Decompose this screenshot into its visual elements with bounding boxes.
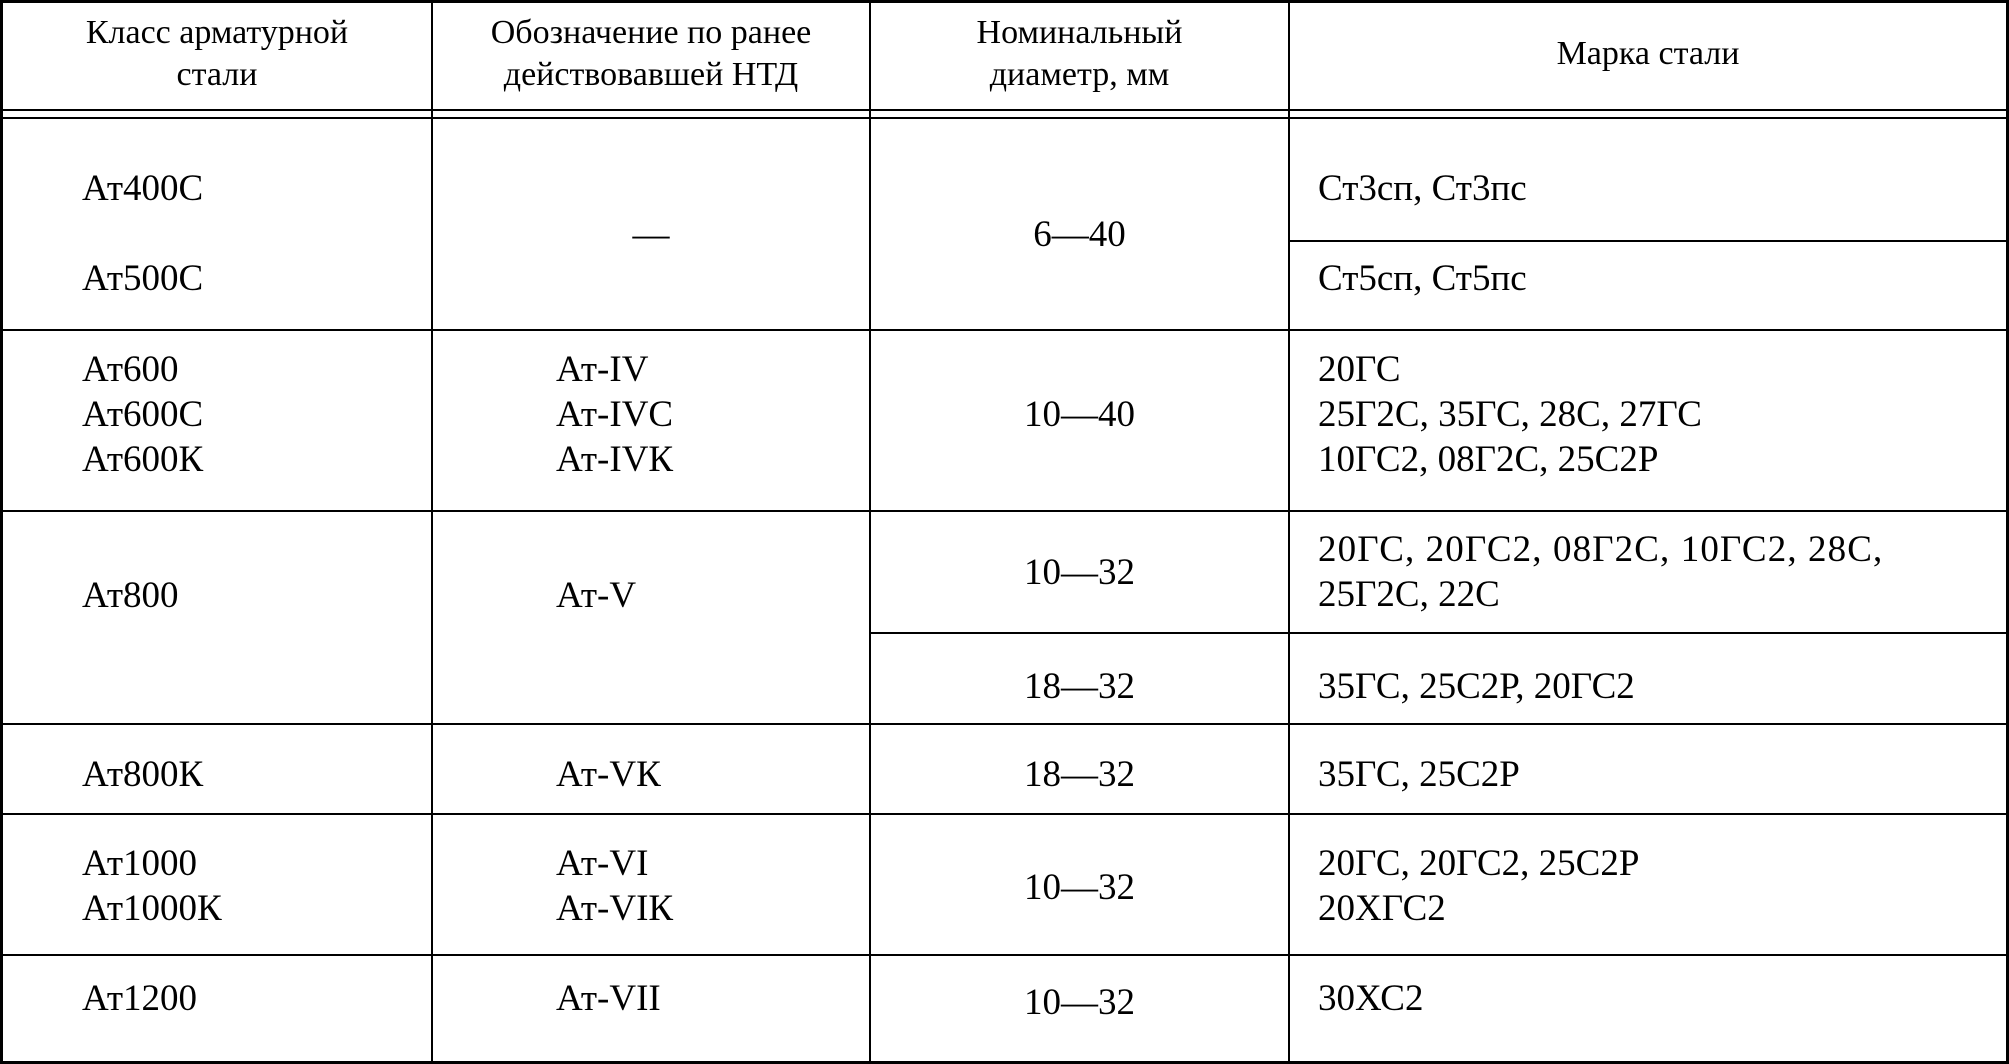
steel-class-line: Ат1000	[82, 843, 198, 884]
header-line: действовавшей НТД	[503, 56, 799, 93]
nominal-diameter: 10—32	[1024, 982, 1135, 1023]
nominal-diameter: 6—40	[1033, 214, 1126, 255]
steel-grade-line: 20ГС, 20ГС2, 08Г2С, 10ГС2, 28С,	[1318, 529, 1884, 570]
header-line: Марка стали	[1556, 35, 1740, 72]
steel-grade: 30ХС2	[1318, 978, 1424, 1019]
old-designation	[556, 347, 673, 482]
subrow-divider	[1288, 240, 2009, 242]
header-divider	[0, 109, 2009, 111]
old-designation: Ат-VК	[556, 754, 661, 795]
header-line: Номинальный	[976, 14, 1183, 51]
old-designation-line: Ат-IVК	[556, 439, 674, 480]
nominal-diameter: 18—32	[1024, 666, 1135, 707]
steel-class: Ат800	[82, 575, 179, 616]
old-designation-line: Ат-VI	[556, 843, 649, 884]
column-divider	[1288, 0, 1290, 1064]
steel-class	[82, 841, 222, 931]
old-designation: —	[632, 214, 670, 255]
header-line: Класс арматурной	[85, 14, 349, 51]
steel-grade-line: 25Г2С, 35ГС, 28С, 27ГС	[1318, 394, 1702, 435]
row-divider	[0, 329, 2009, 331]
steel-class-line: Ат600	[82, 349, 179, 390]
nominal-diameter: 10—32	[1024, 552, 1135, 593]
nominal-diameter: 18—32	[1024, 754, 1135, 795]
steel-grade	[1318, 347, 1702, 482]
subrow-divider	[869, 632, 2009, 634]
old-designation	[556, 841, 673, 931]
header-nominal-diameter	[871, 12, 1288, 96]
header-divider	[0, 117, 2009, 119]
row-divider	[0, 510, 2009, 512]
row-divider	[0, 954, 2009, 956]
nominal-diameter: 10—32	[1024, 867, 1135, 908]
old-designation-line: Ат-VIК	[556, 888, 674, 929]
steel-grade	[1318, 841, 1639, 931]
row-divider	[0, 723, 2009, 725]
steel-grade-line: 20ГС	[1318, 349, 1401, 390]
steel-grade-line: 20ГС, 20ГС2, 25С2Р	[1318, 843, 1640, 884]
steel-class-line: Ат1000К	[82, 888, 222, 929]
steel-class-line: Ат600С	[82, 394, 204, 435]
steel-class: Ат500С	[82, 258, 204, 299]
steel-class-line: Ат600К	[82, 439, 204, 480]
steel-class	[82, 347, 203, 482]
old-designation: Ат-VII	[556, 978, 661, 1019]
steel-class: Ат1200	[82, 978, 198, 1019]
steel-grade	[1318, 527, 1883, 617]
old-designation-line: Ат-IVС	[556, 394, 674, 435]
header-steel-class	[3, 12, 431, 96]
old-designation-line: Ат-IV	[556, 349, 649, 390]
steel-grade-line: 20ХГС2	[1318, 888, 1446, 929]
steel-class: Ат400С	[82, 168, 204, 209]
steel-grade-line: 10ГС2, 08Г2С, 25С2Р	[1318, 439, 1659, 480]
steel-grade: 35ГС, 25С2Р, 20ГС2	[1318, 666, 1635, 707]
row-divider	[0, 813, 2009, 815]
header-steel-grade	[1290, 33, 2006, 75]
header-line: диаметр, мм	[989, 56, 1170, 93]
steel-class: Ат800К	[82, 754, 204, 795]
old-designation: Ат-V	[556, 575, 637, 616]
steel-grade: Ст3сп, Ст3пс	[1318, 168, 1527, 209]
steel-grade: 35ГС, 25С2Р	[1318, 754, 1520, 795]
nominal-diameter: 10—40	[1024, 394, 1135, 435]
steel-grade: Ст5сп, Ст5пс	[1318, 258, 1527, 299]
column-divider	[431, 0, 433, 1064]
header-old-designation	[433, 12, 869, 96]
header-line: Обозначение по ранее	[490, 14, 812, 51]
header-line: стали	[176, 56, 258, 93]
steel-grade-line: 25Г2С, 22С	[1318, 574, 1500, 615]
